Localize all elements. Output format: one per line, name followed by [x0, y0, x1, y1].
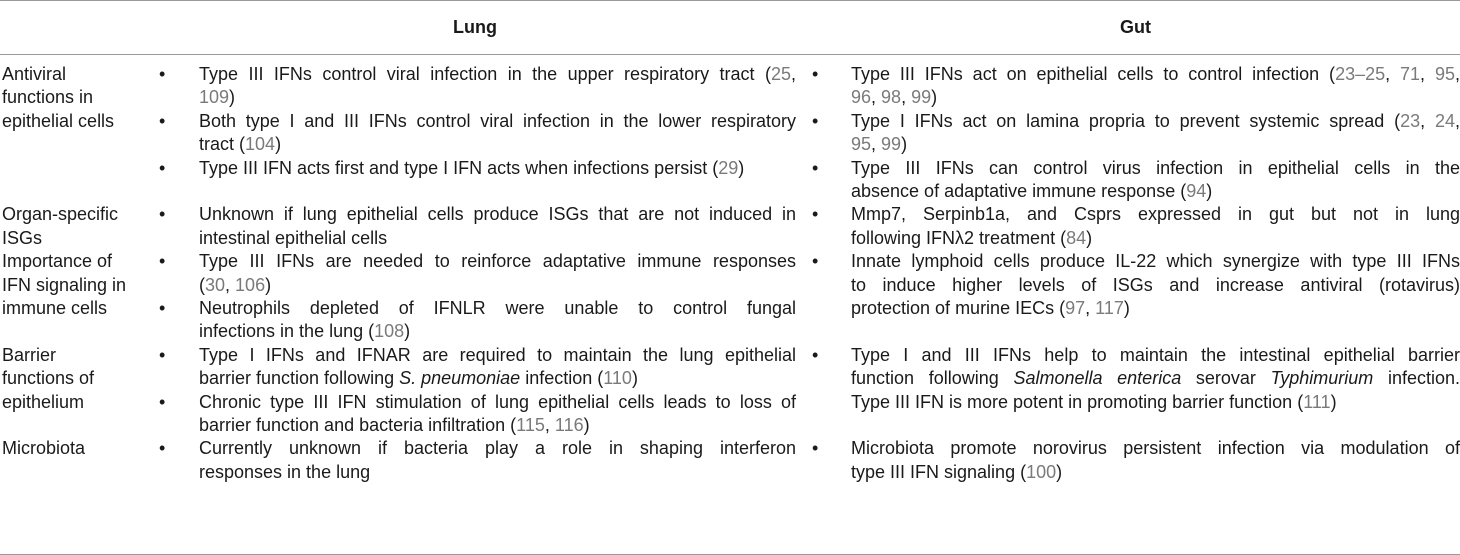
- row-label-line: Organ-specific: [2, 204, 119, 225]
- row-label-line: functions in: [2, 87, 94, 108]
- text-run: ,: [1454, 110, 1460, 131]
- text-run: ,: [1085, 298, 1096, 318]
- text-run: Currently unknown if bacteria play a role in shaping interferon: [199, 438, 796, 459]
- text-run: ): [631, 368, 638, 389]
- text-run: ): [1086, 227, 1093, 248]
- text-run: ): [931, 87, 938, 108]
- text-run: ): [1123, 298, 1130, 318]
- text-run: Type III IFNs control viral infection in the upper respiratory tract (: [199, 64, 771, 84]
- text-run: ,: [1385, 64, 1401, 84]
- text-run: intestinal epithelial cells: [199, 227, 388, 248]
- text-run: ,: [871, 87, 882, 108]
- bullet-marker: •: [159, 298, 166, 318]
- italic-term: S. pneumoniae: [399, 368, 521, 389]
- text-run: barrier function following: [199, 368, 400, 389]
- row-label-line: functions of: [2, 368, 95, 389]
- row-label-line: immune cells: [2, 298, 108, 318]
- gut-bullet-item: [851, 344, 1460, 414]
- citation-ref: 116: [554, 415, 584, 435]
- text-run: Type I IFNs and IFNAR are required to maintain the lung epithelial: [199, 344, 796, 365]
- lung-bullet-item: [199, 63, 796, 110]
- citation-ref: 97: [1065, 298, 1086, 318]
- text-run: Type III IFNs can control virus infection in epithelial cells in the: [851, 157, 1460, 178]
- text-run: Mmp7, Serpinb1a, and Csprs expressed in gut but not in lung: [851, 204, 1460, 225]
- text-run: type III IFN signaling (: [851, 461, 1027, 482]
- text-run: Type I IFNs act on lamina propria to prevent systemic spread (: [851, 110, 1401, 131]
- text-run: Type III IFNs are needed to reinforce adaptative immune responses: [199, 251, 796, 272]
- header-gut: Gut: [1120, 17, 1151, 37]
- italic-term: Salmonella enterica: [1013, 368, 1182, 389]
- citation-ref: 106: [235, 274, 266, 295]
- text-run: Type III IFNs act on epithelial cells to control infection (: [851, 64, 1336, 84]
- row-label: [2, 63, 152, 133]
- bullet-marker: •: [159, 344, 166, 365]
- gut-bullet-item: [851, 437, 1460, 484]
- citation-ref: 108: [374, 321, 405, 342]
- top-rule: [0, 0, 1460, 1]
- text-run: ): [229, 87, 236, 108]
- gut-bullet-item: [851, 250, 1460, 320]
- text-run: tract (: [199, 134, 246, 155]
- citation-ref: 99: [881, 134, 902, 155]
- text-run: ): [265, 274, 272, 295]
- text-run: responses in the lung: [199, 461, 371, 482]
- text-run: (: [199, 274, 205, 295]
- text-run: ): [1056, 461, 1063, 482]
- text-run: Both type I and III IFNs control viral infection in the lower respiratory: [199, 110, 796, 131]
- text-run: barrier function and bacteria infiltration (: [199, 415, 517, 435]
- text-run: ,: [901, 87, 912, 108]
- text-run: ): [404, 321, 411, 342]
- citation-ref: 109: [199, 87, 230, 108]
- bullet-marker: •: [812, 251, 819, 272]
- text-run: infections in the lung (: [199, 321, 375, 342]
- lung-bullet-item: [199, 250, 796, 297]
- citation-ref: 30: [205, 274, 226, 295]
- bullet-marker: •: [812, 64, 819, 84]
- text-run: absence of adaptative immune response (: [851, 181, 1187, 201]
- bullet-marker: •: [159, 391, 166, 412]
- gut-bullet-item: [851, 203, 1460, 250]
- lung-bullet-item: [199, 157, 796, 180]
- citation-ref: 99: [911, 87, 932, 108]
- text-run: ,: [1420, 64, 1435, 84]
- row-label: [2, 203, 152, 250]
- citation-ref: 100: [1026, 461, 1057, 482]
- citation-ref: 94: [1186, 181, 1207, 201]
- row-label-line: epithelium: [2, 391, 85, 412]
- row-label-line: epithelial cells: [2, 110, 115, 131]
- gut-bullet-item: [851, 157, 1460, 204]
- text-run: ,: [1420, 110, 1435, 131]
- text-run: Unknown if lung epithelial cells produce ISGs that are not induced in: [199, 204, 796, 225]
- text-run: Innate lymphoid cells produce IL-22 which synergize with type III IFNs: [851, 251, 1460, 272]
- row-label: [2, 250, 152, 320]
- text-run: infection (: [520, 368, 604, 389]
- row-label-line: Microbiota: [2, 438, 86, 459]
- citation-ref: 23: [1400, 110, 1421, 131]
- bullet-marker: •: [159, 110, 166, 131]
- text-run: Microbiota promote norovirus persistent infection via modulation of: [851, 438, 1460, 459]
- citation-ref: 24: [1434, 110, 1455, 131]
- text-run: ): [275, 134, 282, 155]
- text-run: ): [583, 415, 590, 435]
- text-run: serovar: [1181, 368, 1271, 389]
- text-run: infection.: [1373, 368, 1460, 389]
- text-run: Type III IFN is more potent in promoting barrier function (: [851, 391, 1304, 412]
- bullet-marker: •: [159, 204, 166, 225]
- row-label-line: ISGs: [2, 227, 43, 248]
- text-run: Neutrophils depleted of IFNLR were unable to control fungal: [199, 298, 796, 318]
- lung-bullet-item: [199, 391, 796, 438]
- row-label-line: Barrier: [2, 344, 57, 365]
- text-run: ): [738, 157, 745, 178]
- text-run: Type I and III IFNs help to maintain the intestinal epithelial barrier: [851, 344, 1460, 365]
- text-run: protection of murine IECs (: [851, 298, 1066, 318]
- row-label-line: Importance of: [2, 251, 113, 272]
- lung-bullet-item: [199, 297, 796, 344]
- bullet-marker: •: [812, 110, 819, 131]
- text-run: function following: [851, 368, 1014, 389]
- text-run: following IFNλ2 treatment (: [851, 227, 1067, 248]
- italic-term: Typhimurium: [1270, 368, 1374, 389]
- text-run: ): [1330, 391, 1337, 412]
- lung-bullet-item: [199, 203, 796, 250]
- citation-ref: 98: [881, 87, 902, 108]
- bullet-marker: •: [159, 251, 166, 272]
- bullet-marker: •: [159, 64, 166, 84]
- bullet-marker: •: [812, 438, 819, 459]
- text-run: ,: [225, 274, 236, 295]
- citation-ref: 111: [1303, 391, 1331, 412]
- text-run: ): [1206, 181, 1213, 201]
- text-run: Type III IFN acts first and type I IFN acts when infections persist (: [199, 157, 719, 178]
- gut-bullet-item: [851, 63, 1460, 110]
- citation-ref: 23–25: [1335, 64, 1386, 84]
- bullet-marker: •: [812, 344, 819, 365]
- citation-ref: 71: [1400, 64, 1421, 84]
- citation-ref: 104: [245, 134, 276, 155]
- bullet-marker: •: [159, 157, 166, 178]
- gut-bullet-item: [851, 110, 1460, 157]
- citation-ref: 84: [1066, 227, 1087, 248]
- citation-ref: 115: [516, 415, 545, 435]
- text-run: ,: [1454, 64, 1460, 84]
- text-run: ,: [871, 134, 882, 155]
- text-run: ,: [544, 415, 555, 435]
- citation-ref: 110: [603, 368, 632, 389]
- row-label-line: Antiviral: [2, 64, 67, 84]
- citation-ref: 96: [851, 87, 872, 108]
- lung-bullet-item: [199, 437, 796, 484]
- lung-bullet-item: [199, 110, 796, 157]
- text-run: to induce higher levels of ISGs and increase antiviral (rotavirus): [851, 274, 1460, 295]
- lung-bullet-item: [199, 344, 796, 391]
- header-rule: [0, 54, 1460, 55]
- citation-ref: 95: [1434, 64, 1455, 84]
- text-run: ,: [790, 64, 796, 84]
- bullet-marker: •: [812, 204, 819, 225]
- citation-ref: 117: [1095, 298, 1124, 318]
- row-label-line: IFN signaling in: [2, 274, 127, 295]
- citation-ref: 95: [851, 134, 872, 155]
- row-label: [2, 344, 152, 414]
- citation-ref: 25: [770, 64, 791, 84]
- citation-ref: 29: [718, 157, 739, 178]
- text-run: ): [901, 134, 908, 155]
- bullet-marker: •: [159, 438, 166, 459]
- text-run: Chronic type III IFN stimulation of lung epithelial cells leads to loss of: [199, 391, 796, 412]
- header-lung: Lung: [453, 17, 497, 37]
- row-label: [2, 437, 152, 460]
- bullet-marker: •: [812, 157, 819, 178]
